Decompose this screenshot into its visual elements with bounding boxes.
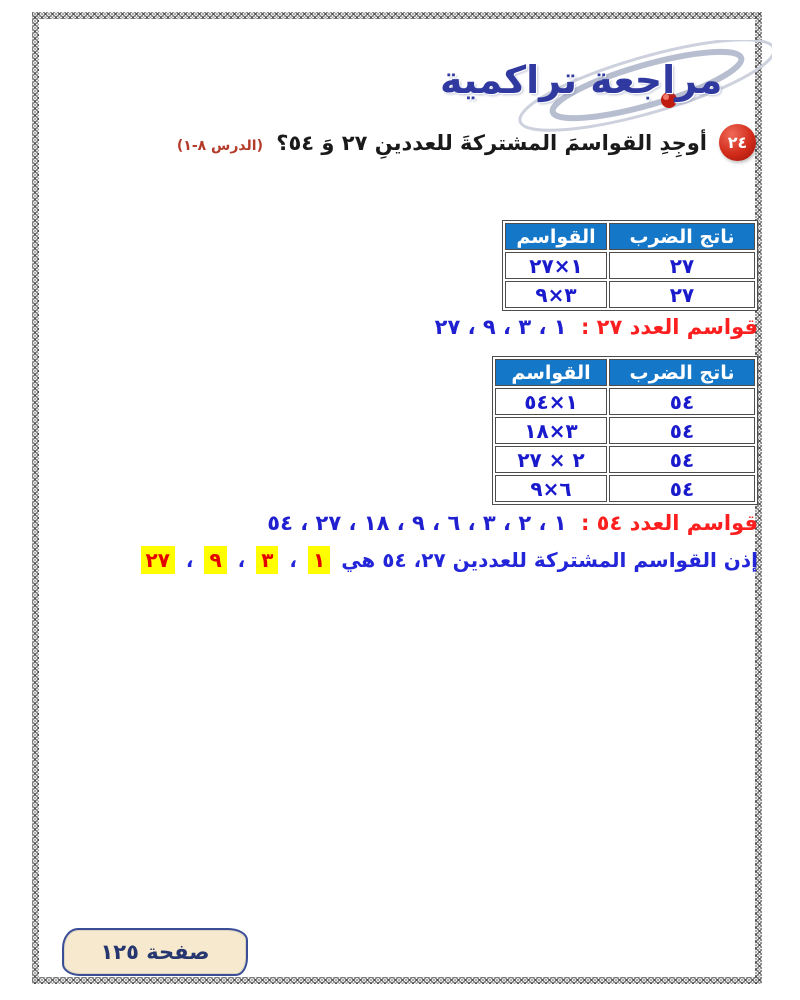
conclusion-prefix: إذن القواسم المشتركة للعددين ٢٧، ٥٤ هي <box>341 548 758 572</box>
lesson-reference: (الدرس ٨-١) <box>176 137 263 154</box>
separator: ، <box>237 548 246 572</box>
question-number-badge: ٢٤ <box>719 124 756 161</box>
product-cell: ٥٤ <box>609 475 755 502</box>
common-divisor-highlight: ٩ <box>204 546 226 574</box>
table-header-row <box>505 223 755 250</box>
page-number-badge <box>62 928 248 976</box>
factors-cell: ٢ × ٢٧ <box>495 446 607 473</box>
product-cell: ٢٧ <box>609 252 755 279</box>
column-header-product: ناتج الضرب <box>609 223 755 250</box>
separator: ، <box>185 548 194 572</box>
product-cell: ٢٧ <box>609 281 755 308</box>
page-number-label: صفحة ١٢٥ <box>100 940 210 964</box>
header-logo <box>432 40 772 132</box>
table-row <box>505 281 755 308</box>
product-cell: ٥٤ <box>609 417 755 444</box>
factors-cell: ١×٥٤ <box>495 388 607 415</box>
factors-table-54 <box>492 356 758 505</box>
divisors-line-54 <box>267 511 758 535</box>
conclusion-line <box>137 548 759 572</box>
factors-table-27 <box>502 220 758 311</box>
factors-cell: ٣×٩ <box>505 281 607 308</box>
question-row <box>60 124 756 161</box>
common-divisor-highlight: ١ <box>308 546 330 574</box>
factors-cell: ٣×١٨ <box>495 417 607 444</box>
column-header-factors: القواسم <box>505 223 607 250</box>
common-divisor-highlight: ٣ <box>256 546 278 574</box>
divisors-line-27 <box>435 315 758 339</box>
table-row <box>495 388 755 415</box>
divisors-values-27: ١ ، ٣ ، ٩ ، ٢٧ <box>434 315 567 339</box>
divisors-label-27: قواسم العدد ٢٧ : <box>580 315 758 339</box>
divisors-label-54: قواسم العدد ٥٤ : <box>580 511 758 535</box>
product-cell: ٥٤ <box>609 388 755 415</box>
question-body: أوجِدِ القواسمَ المشتركةَ للعددينِ ٢٧ وَ ٥٤؟ <box>276 130 707 155</box>
table-row <box>495 446 755 473</box>
table-row <box>495 417 755 444</box>
separator: ، <box>289 548 298 572</box>
column-header-product: ناتج الضرب <box>609 359 755 386</box>
common-divisor-highlight: ٢٧ <box>141 546 175 574</box>
table-header-row <box>495 359 755 386</box>
table-row <box>505 252 755 279</box>
divisors-values-54: ١ ، ٢ ، ٣ ، ٦ ، ٩ ، ١٨ ، ٢٧ ، ٥٤ <box>267 511 567 535</box>
column-header-factors: القواسم <box>495 359 607 386</box>
factors-cell: ٦×٩ <box>495 475 607 502</box>
product-cell: ٥٤ <box>609 446 755 473</box>
table-row <box>495 475 755 502</box>
factors-cell: ١×٢٧ <box>505 252 607 279</box>
question-text <box>177 131 707 155</box>
page-title: مراجعة تراكمية <box>440 58 723 102</box>
